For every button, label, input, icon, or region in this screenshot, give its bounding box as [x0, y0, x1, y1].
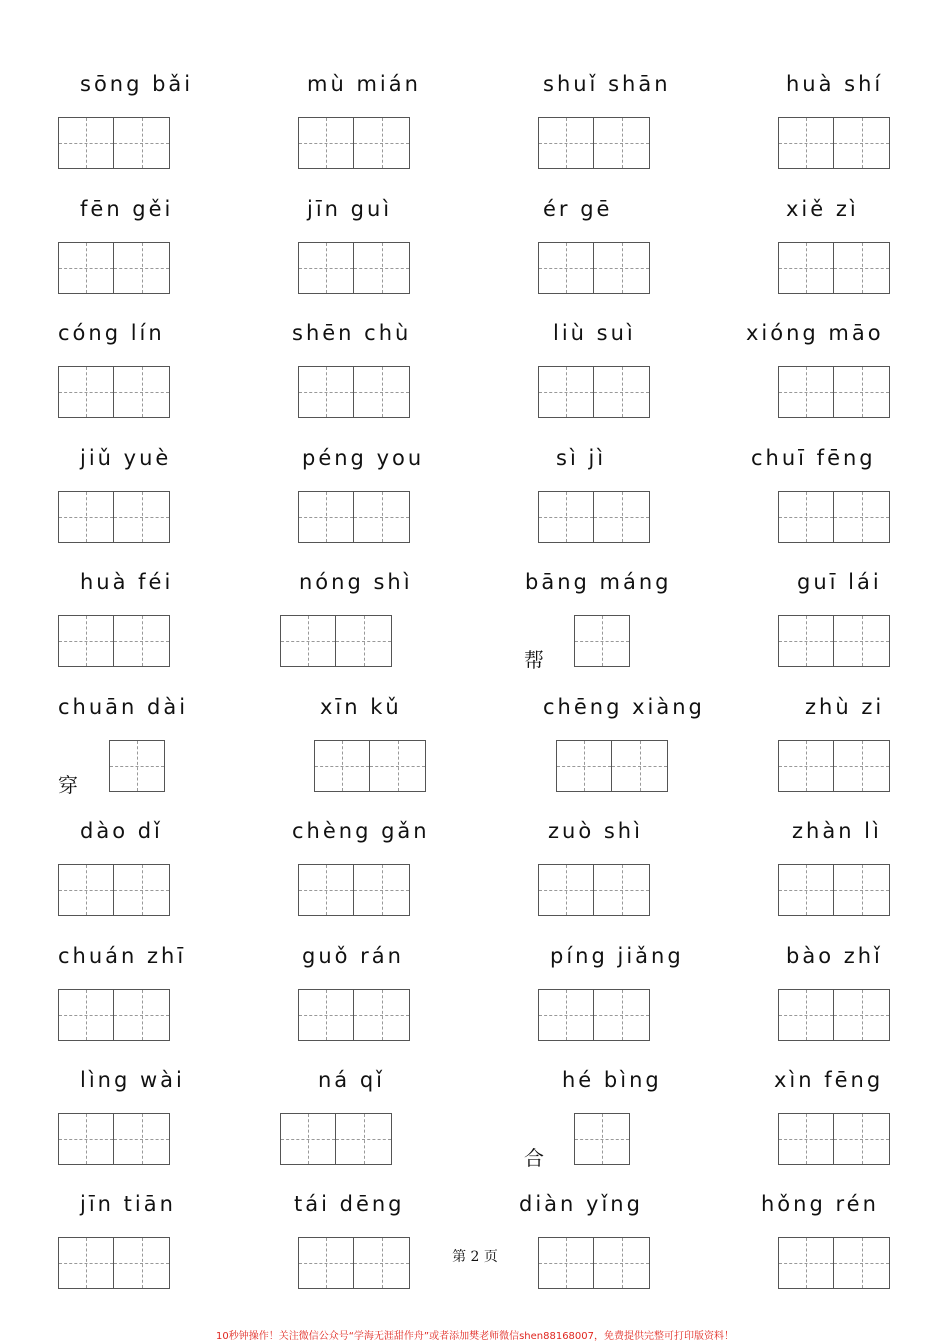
writing-grid[interactable]: [778, 864, 890, 916]
tianzige-cell[interactable]: [280, 615, 336, 667]
given-character: 穿: [58, 773, 78, 797]
pinyin-label: hǒng rén: [761, 1192, 879, 1216]
writing-grid[interactable]: [58, 864, 170, 916]
pinyin-label: ná qǐ: [318, 1068, 386, 1092]
writing-grid[interactable]: [58, 117, 170, 169]
tianzige-cell[interactable]: [114, 491, 170, 543]
tianzige-cell[interactable]: [778, 117, 834, 169]
tianzige-cell[interactable]: [594, 117, 650, 169]
writing-grid[interactable]: [574, 615, 630, 667]
tianzige-cell[interactable]: [114, 989, 170, 1041]
pinyin-label: huà féi: [80, 570, 174, 594]
tianzige-cell[interactable]: [778, 242, 834, 294]
pinyin-label: jīn tiān: [80, 1192, 176, 1216]
page-number: 第 2 页: [452, 1249, 498, 1265]
pinyin-label: píng jiǎng: [550, 944, 684, 968]
writing-grid[interactable]: [58, 366, 170, 418]
tianzige-cell[interactable]: [114, 242, 170, 294]
writing-grid[interactable]: [298, 242, 410, 294]
pinyin-label: liù suì: [553, 321, 636, 345]
tianzige-cell[interactable]: [778, 1113, 834, 1165]
tianzige-cell[interactable]: [298, 491, 354, 543]
tianzige-cell[interactable]: [574, 615, 630, 667]
tianzige-cell[interactable]: [834, 615, 890, 667]
tianzige-cell[interactable]: [538, 366, 594, 418]
writing-grid[interactable]: [58, 491, 170, 543]
tianzige-cell[interactable]: [594, 366, 650, 418]
writing-grid[interactable]: [538, 117, 650, 169]
writing-grid[interactable]: [778, 242, 890, 294]
writing-grid[interactable]: [298, 491, 410, 543]
pinyin-label: xīn kǔ: [320, 695, 402, 719]
writing-grid[interactable]: [298, 989, 410, 1041]
pinyin-label: shēn chù: [292, 321, 412, 345]
tianzige-cell[interactable]: [280, 1113, 336, 1165]
tianzige-cell[interactable]: [538, 491, 594, 543]
pinyin-label: chuān dài: [58, 695, 189, 719]
pinyin-label: dào dǐ: [80, 819, 163, 843]
pinyin-label: diàn yǐng: [519, 1192, 643, 1216]
footer-note: 10秒钟操作！关注微信公众号“学海无涯甜作舟”或者添加樊老师微信shen88168007，免费提供完整可打印版资料！: [215, 1331, 735, 1342]
pinyin-label: cóng lín: [58, 321, 165, 345]
pinyin-label: tái dēng: [294, 1192, 405, 1216]
pinyin-label: xióng māo: [746, 321, 884, 345]
tianzige-cell[interactable]: [298, 989, 354, 1041]
tianzige-cell[interactable]: [354, 989, 410, 1041]
tianzige-cell[interactable]: [834, 491, 890, 543]
tianzige-cell[interactable]: [538, 989, 594, 1041]
tianzige-cell[interactable]: [314, 740, 370, 792]
tianzige-cell[interactable]: [298, 117, 354, 169]
pinyin-label: chèng gǎn: [292, 819, 430, 843]
tianzige-cell[interactable]: [354, 242, 410, 294]
tianzige-cell[interactable]: [778, 864, 834, 916]
tianzige-cell[interactable]: [594, 242, 650, 294]
pinyin-label: hé bìng: [562, 1068, 662, 1092]
tianzige-cell[interactable]: [594, 864, 650, 916]
writing-grid[interactable]: [314, 740, 426, 792]
pinyin-label: sōng bǎi: [80, 72, 194, 96]
pinyin-label: guǒ rán: [302, 944, 404, 968]
tianzige-cell[interactable]: [370, 740, 426, 792]
pinyin-label: péng you: [302, 446, 425, 470]
given-character: 帮: [524, 648, 544, 672]
writing-grid[interactable]: [778, 117, 890, 169]
tianzige-cell[interactable]: [58, 989, 114, 1041]
tianzige-cell[interactable]: [354, 491, 410, 543]
pinyin-label: huà shí: [786, 72, 884, 96]
pinyin-label: jīn guì: [307, 197, 393, 221]
tianzige-cell[interactable]: [298, 864, 354, 916]
tianzige-cell[interactable]: [594, 491, 650, 543]
tianzige-cell[interactable]: [834, 864, 890, 916]
tianzige-cell[interactable]: [109, 740, 165, 792]
writing-grid[interactable]: [538, 242, 650, 294]
pinyin-label: ér gē: [543, 197, 613, 221]
tianzige-cell[interactable]: [538, 864, 594, 916]
writing-grid[interactable]: [109, 740, 165, 792]
writing-grid[interactable]: [778, 740, 890, 792]
writing-grid[interactable]: [778, 491, 890, 543]
pinyin-label: bāng máng: [525, 570, 672, 594]
pinyin-label: sì jì: [556, 446, 607, 470]
tianzige-cell[interactable]: [58, 864, 114, 916]
pinyin-label: chuán zhī: [58, 944, 187, 968]
tianzige-cell[interactable]: [778, 615, 834, 667]
writing-grid[interactable]: [58, 615, 170, 667]
tianzige-cell[interactable]: [538, 117, 594, 169]
pinyin-label: mù mián: [307, 72, 421, 96]
pinyin-label: shuǐ shān: [543, 72, 671, 96]
tianzige-cell[interactable]: [114, 366, 170, 418]
writing-grid[interactable]: [298, 117, 410, 169]
pinyin-label: zuò shì: [548, 819, 643, 843]
tianzige-cell[interactable]: [58, 242, 114, 294]
tianzige-cell[interactable]: [834, 1113, 890, 1165]
pinyin-label: chēng xiàng: [543, 695, 705, 719]
tianzige-cell[interactable]: [354, 117, 410, 169]
tianzige-cell[interactable]: [114, 117, 170, 169]
writing-grid[interactable]: [556, 740, 668, 792]
tianzige-cell[interactable]: [58, 491, 114, 543]
pinyin-label: zhù zi: [805, 695, 885, 719]
writing-grid[interactable]: [778, 366, 890, 418]
writing-grid[interactable]: [778, 1113, 890, 1165]
tianzige-cell[interactable]: [574, 1113, 630, 1165]
tianzige-cell[interactable]: [114, 615, 170, 667]
tianzige-cell[interactable]: [834, 740, 890, 792]
writing-grid[interactable]: [58, 1113, 170, 1165]
tianzige-cell[interactable]: [58, 117, 114, 169]
pinyin-label: jiǔ yuè: [80, 446, 172, 470]
writing-grid[interactable]: [298, 366, 410, 418]
pinyin-label: chuī fēng: [751, 446, 876, 470]
tianzige-cell[interactable]: [778, 366, 834, 418]
tianzige-cell[interactable]: [834, 989, 890, 1041]
tianzige-cell[interactable]: [834, 366, 890, 418]
writing-grid[interactable]: [538, 989, 650, 1041]
tianzige-cell[interactable]: [354, 864, 410, 916]
pinyin-label: lìng wài: [80, 1068, 185, 1092]
tianzige-cell[interactable]: [114, 1113, 170, 1165]
tianzige-cell[interactable]: [594, 989, 650, 1041]
writing-grid[interactable]: [574, 1113, 630, 1165]
tianzige-cell[interactable]: [354, 366, 410, 418]
tianzige-cell[interactable]: [538, 242, 594, 294]
tianzige-cell[interactable]: [336, 1113, 392, 1165]
tianzige-cell[interactable]: [336, 615, 392, 667]
tianzige-cell[interactable]: [778, 989, 834, 1041]
writing-grid[interactable]: [778, 615, 890, 667]
tianzige-cell[interactable]: [58, 615, 114, 667]
tianzige-cell[interactable]: [778, 740, 834, 792]
pinyin-label: xiě zì: [786, 197, 859, 221]
pinyin-label: guī lái: [797, 570, 882, 594]
writing-grid[interactable]: [58, 242, 170, 294]
writing-grid[interactable]: [58, 989, 170, 1041]
pinyin-label: xìn fēng: [774, 1068, 884, 1092]
writing-grid[interactable]: [538, 366, 650, 418]
writing-grid[interactable]: [778, 989, 890, 1041]
tianzige-cell[interactable]: [58, 366, 114, 418]
given-character: 合: [524, 1146, 544, 1170]
writing-grid[interactable]: [298, 864, 410, 916]
writing-grid[interactable]: [280, 1113, 392, 1165]
tianzige-cell[interactable]: [114, 864, 170, 916]
tianzige-cell[interactable]: [298, 366, 354, 418]
tianzige-cell[interactable]: [58, 1113, 114, 1165]
tianzige-cell[interactable]: [834, 242, 890, 294]
pinyin-label: nóng shì: [299, 570, 413, 594]
tianzige-cell[interactable]: [612, 740, 668, 792]
writing-grid[interactable]: [280, 615, 392, 667]
pinyin-label: fēn gěi: [80, 197, 174, 221]
pinyin-label: bào zhǐ: [786, 944, 883, 968]
tianzige-cell[interactable]: [778, 491, 834, 543]
writing-grid[interactable]: [538, 864, 650, 916]
pinyin-label: zhàn lì: [792, 819, 882, 843]
tianzige-cell[interactable]: [556, 740, 612, 792]
tianzige-cell[interactable]: [298, 242, 354, 294]
tianzige-cell[interactable]: [834, 117, 890, 169]
writing-grid[interactable]: [538, 491, 650, 543]
